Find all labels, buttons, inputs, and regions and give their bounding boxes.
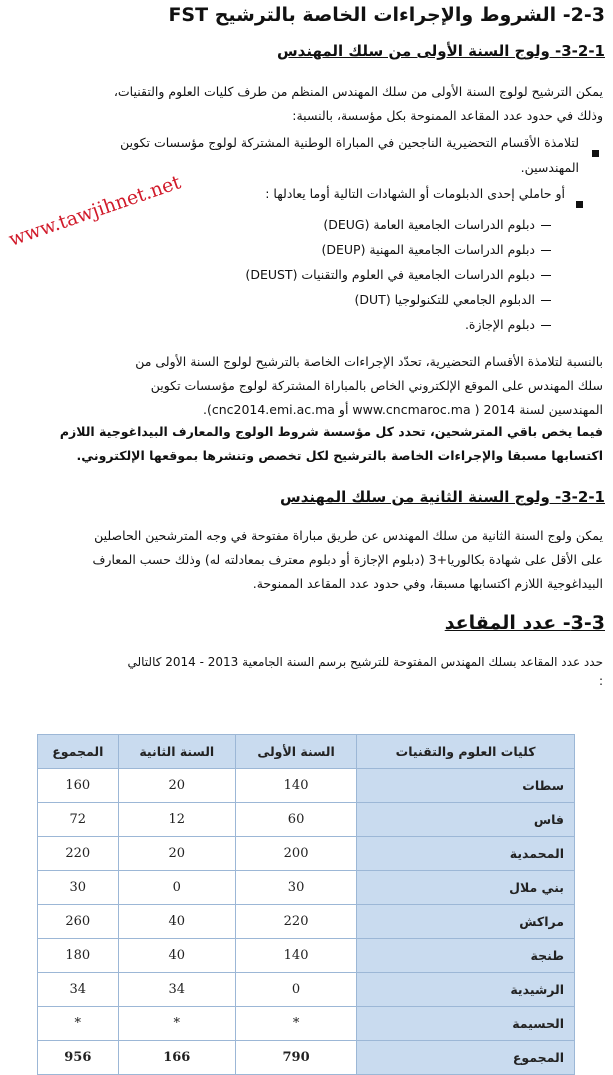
watermark: www.tawjihnet.net (6, 171, 184, 251)
table-row (38, 1007, 575, 1041)
second-year-cell: 12 (118, 803, 235, 837)
seats-intro (8, 650, 603, 688)
seats-intro-line: : (598, 674, 603, 688)
column-header-first-year: السنة الأولى (235, 735, 356, 769)
second-year-cell: 40 (118, 939, 235, 973)
others-paragraph (8, 420, 603, 468)
second-year-cell: 20 (118, 837, 235, 871)
diploma-item: الدبلوم الجامعي للتكنولوجيا (DUT) (355, 292, 552, 307)
totals-label: المجموع (357, 1041, 575, 1075)
total-cell: * (38, 1007, 119, 1041)
seats-table (37, 734, 575, 1075)
table-totals-row (38, 1041, 575, 1075)
total-cell: 160 (38, 769, 119, 803)
second-year-cell: 0 (118, 871, 235, 905)
first-year-cell: 60 (235, 803, 356, 837)
others-line: اكتسابها مسبقا والإجراءات الخاصة بالترشيح لكل تخصص وتنشرها بموقعها الإلكتروني. (76, 448, 603, 463)
first-year-total: 790 (235, 1041, 356, 1075)
dash-icon (541, 250, 551, 251)
total-cell: 34 (38, 973, 119, 1007)
second-year-paragraph (8, 524, 603, 596)
table-row (38, 837, 575, 871)
first-year-cell: 140 (235, 769, 356, 803)
intro-paragraph (8, 80, 603, 128)
table-row (38, 939, 575, 973)
seats-intro-line: حدد عدد المقاعد بسلك المهندس المفتوحة للترشيح برسم السنة الجامعية 2013 - 2014 كالتالي (127, 655, 603, 669)
second-year-cell: 34 (118, 973, 235, 1007)
table-row (38, 871, 575, 905)
dash-icon (541, 275, 551, 276)
diploma-item: دبلوم الدراسات الجامعية العامة (DEUG) (323, 217, 551, 232)
faculty-name: المحمدية (357, 837, 575, 871)
bullet-icon (592, 142, 599, 161)
faculty-name: الرشيدية (357, 973, 575, 1007)
column-header-total: المجموع (38, 735, 119, 769)
table-row (38, 769, 575, 803)
total-cell: 260 (38, 905, 119, 939)
bullet-text: لتلامذة الأقسام التحضيرية الناجحين في المباراة الوطنية المشتركة لولوج مؤسسات تكوين (120, 135, 579, 150)
table-header-row (38, 735, 575, 769)
first-year-cell: 200 (235, 837, 356, 871)
second-year-cell: * (118, 1007, 235, 1041)
diploma-item: دبلوم الدراسات الجامعية في العلوم والتقنيات (DEUST) (245, 267, 551, 282)
intro-line: وذلك في حدود عدد المقاعد الممنوحة بكل مؤسسة، بالنسبة: (292, 108, 603, 123)
others-line: فيما يخص باقي المترشحين، تحدد كل مؤسسة شروط الولوج والمعارف البيداغوجية اللازم (59, 424, 603, 439)
first-year-cell: 30 (235, 871, 356, 905)
faculty-name: طنجة (357, 939, 575, 973)
bullet-text: المهندسين. (520, 160, 579, 175)
column-header-faculty: كليات العلوم والتقنيات (357, 735, 575, 769)
total-cell: 180 (38, 939, 119, 973)
subsection-title-seats: 3-3- عدد المقاعد (444, 612, 605, 634)
first-year-cell: 140 (235, 939, 356, 973)
column-header-second-year: السنة الثانية (118, 735, 235, 769)
total-cell: 30 (38, 871, 119, 905)
bullet-icon (576, 193, 583, 212)
first-year-cell: 220 (235, 905, 356, 939)
faculty-name: بني ملال (357, 871, 575, 905)
dash-icon (541, 300, 551, 301)
second-year-cell: 40 (118, 905, 235, 939)
faculty-name: سطات (357, 769, 575, 803)
table-row (38, 973, 575, 1007)
diploma-item: دبلوم الدراسات الجامعية المهنية (DEUP) (321, 242, 551, 257)
table-row (38, 905, 575, 939)
dash-icon (541, 225, 551, 226)
second-year-line: على الأقل على شهادة بكالوريا+3 (دبلوم الإجازة أو دبلوم معترف بمعادلته له) وذلك حسب المعارف (92, 552, 603, 567)
subsection-title-first-year: 3-2-1- ولوج السنة الأولى من سلك المهندس (276, 42, 605, 60)
intro-line: يمكن الترشيح لولوج السنة الأولى من سلك المهندس المنظم من طرف كليات العلوم والتقنيات، (113, 84, 603, 99)
total-cell: 220 (38, 837, 119, 871)
dash-icon (541, 325, 551, 326)
first-year-cell: * (235, 1007, 356, 1041)
faculty-name: مراكش (357, 905, 575, 939)
prep-line: بالنسبة لتلامذة الأقسام التحضيرية، تحدّد الإجراءات الخاصة بالترشيح لولوج السنة الأولى من (135, 354, 603, 369)
section-title: 2-3- الشروط والإجراءات الخاصة بالترشيح FST (168, 4, 605, 26)
first-year-cell: 0 (235, 973, 356, 1007)
diploma-item: دبلوم الإجازة. (465, 317, 551, 332)
prep-line: سلك المهندس على الموقع الإلكتروني الخاص بالمباراة المشتركة لولوج مؤسسات تكوين (150, 378, 603, 393)
subsection-title-second-year: 3-2-1- ولوج السنة الثانية من سلك المهندس (280, 488, 605, 506)
prep-paragraph (8, 350, 603, 422)
faculty-name: الحسيمة (357, 1007, 575, 1041)
bullet-text: أو حاملي إحدى الدبلومات أو الشهادات التالية أوما يعادلها : (265, 186, 565, 201)
grand-total: 956 (38, 1041, 119, 1075)
prep-line: المهندسين لسنة 2014 ( www.cncmaroc.ma أو cnc2014.emi.ac.ma). (202, 402, 603, 417)
total-cell: 72 (38, 803, 119, 837)
table-row (38, 803, 575, 837)
second-year-line: يمكن ولوج السنة الثانية من سلك المهندس عن طريق مباراة مفتوحة في وجه المترشحين الحاصلين (94, 528, 603, 543)
second-year-cell: 20 (118, 769, 235, 803)
second-year-line: البيداغوجية اللازم اكتسابها مسبقا، وفي حدود عدد المقاعد الممنوحة. (252, 576, 603, 591)
faculty-name: فاس (357, 803, 575, 837)
second-year-total: 166 (118, 1041, 235, 1075)
